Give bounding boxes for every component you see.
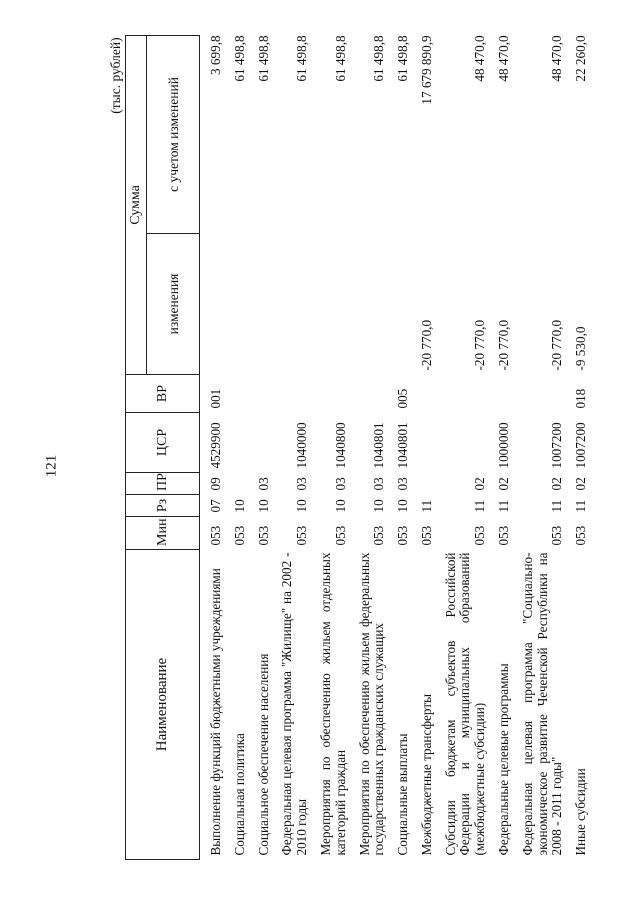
row-vr <box>224 375 248 413</box>
row-min: 053 <box>371 525 387 546</box>
unit-note: (тыс. рублей) <box>108 37 123 114</box>
table-row <box>248 35 272 859</box>
row-change <box>224 234 248 375</box>
row-csr: 1000000 <box>496 422 512 469</box>
row-pr: 03 <box>332 477 348 491</box>
row-change <box>310 234 349 375</box>
row-name: Выполнение функций бюджетными учреждениями <box>208 568 224 856</box>
row-rz: 11 <box>418 499 434 513</box>
row-name: Субсидии бюджетам субъектов Российской Федерации и муниципальных образований (межбюджетные субсидии) <box>442 552 488 856</box>
header-name: Наименование <box>126 550 200 860</box>
row-change <box>200 234 224 375</box>
row-pr: 09 <box>208 477 224 491</box>
table-row <box>349 35 388 859</box>
page-number: 121 <box>43 454 60 478</box>
row-rz: 11 <box>549 499 565 513</box>
table-row <box>310 35 349 859</box>
row-vr: 001 <box>208 388 224 409</box>
row-total: 17 679 890,9 <box>418 35 434 105</box>
table-row <box>488 35 512 859</box>
row-csr <box>411 413 435 473</box>
row-name: Федеральная целевая программа "Жилище" на 2002 - 2010 годы <box>279 552 310 856</box>
row-pr: 03 <box>395 477 411 491</box>
row-total: 48 470,0 <box>472 35 488 82</box>
row-rz: 10 <box>231 499 247 513</box>
header-sum: Сумма <box>126 35 147 374</box>
row-min: 053 <box>255 525 271 546</box>
row-csr: 1007200 <box>573 422 589 469</box>
table-row <box>200 35 224 859</box>
row-pr: 02 <box>496 477 512 491</box>
header-rz: Рз <box>126 495 200 517</box>
row-total: 61 498,8 <box>332 35 348 82</box>
row-name: Межбюджетные трансферты <box>418 694 434 856</box>
row-vr <box>411 375 435 413</box>
row-min: 053 <box>496 525 512 546</box>
row-total: 48 470,0 <box>549 35 565 82</box>
row-total: 61 498,8 <box>371 35 387 82</box>
row-pr <box>411 473 435 495</box>
row-csr: 1040801 <box>371 422 387 469</box>
row-name: Социальная политика <box>231 733 247 856</box>
row-name: Федеральная целевая программа "Социально-экономическое развитие Чеченской Республики на 2008 - 2011 годы" <box>519 552 565 856</box>
header-vr: ВР <box>126 375 200 413</box>
row-vr <box>512 375 565 413</box>
row-vr <box>349 375 388 413</box>
row-name: Мероприятия по обеспечению жильем федеральных государственных гражданских служащих <box>356 552 387 856</box>
rotated-table-sheet <box>80 0 640 880</box>
row-vr <box>488 375 512 413</box>
row-change: -20 770,0 <box>418 319 434 371</box>
row-csr <box>224 413 248 473</box>
header-total: с учетом изменений <box>147 35 200 233</box>
row-change: -20 770,0 <box>549 319 565 371</box>
row-min: 053 <box>332 525 348 546</box>
row-csr: 1007200 <box>549 422 565 469</box>
row-vr <box>248 375 272 413</box>
row-min: 053 <box>231 525 247 546</box>
table-row <box>435 35 488 859</box>
header-min: Мин <box>126 517 200 550</box>
row-name: Социальное обеспечение населения <box>255 653 271 856</box>
row-csr: 4529900 <box>208 422 224 469</box>
row-rz: 11 <box>472 499 488 513</box>
row-name: Мероприятия по обеспечению жильем отдельных категорий граждан <box>318 552 348 856</box>
header-csr: ЦСР <box>126 413 200 473</box>
row-csr: 1040000 <box>294 422 310 469</box>
row-change: -20 770,0 <box>496 319 512 371</box>
row-rz: 10 <box>371 499 387 513</box>
row-pr: 02 <box>573 477 589 491</box>
row-rz: 10 <box>294 499 310 513</box>
row-pr: 02 <box>472 477 488 491</box>
row-vr <box>310 375 349 413</box>
row-change <box>248 234 272 375</box>
row-pr <box>224 473 248 495</box>
table-row <box>271 35 310 859</box>
row-total: 48 470,0 <box>496 35 512 82</box>
table-row <box>411 35 435 859</box>
row-total: 22 260,0 <box>573 35 589 82</box>
row-min: 053 <box>573 525 589 546</box>
table-body <box>200 35 589 859</box>
row-pr: 03 <box>294 477 310 491</box>
row-csr: 1040800 <box>332 422 348 469</box>
row-pr: 03 <box>371 477 387 491</box>
row-pr: 02 <box>549 477 565 491</box>
row-name: Социальные выплаты <box>395 733 411 856</box>
row-min: 053 <box>395 525 411 546</box>
row-total: 3 699,8 <box>208 35 224 75</box>
row-csr: 1040801 <box>395 422 411 469</box>
row-rz: 10 <box>395 499 411 513</box>
row-change <box>349 234 388 375</box>
row-rz: 11 <box>496 499 512 513</box>
table-row <box>387 35 411 859</box>
header-pr: ПР <box>126 473 200 495</box>
row-min: 053 <box>294 525 310 546</box>
row-change: -20 770,0 <box>472 319 488 371</box>
row-rz: 11 <box>573 499 589 513</box>
row-change <box>387 234 411 375</box>
table-row <box>565 35 589 859</box>
row-rz: 10 <box>332 499 348 513</box>
row-vr <box>271 375 310 413</box>
row-rz: 07 <box>208 499 224 513</box>
row-total: 61 498,8 <box>255 35 271 82</box>
row-pr: 03 <box>255 477 271 491</box>
row-vr: 018 <box>573 388 589 409</box>
row-vr <box>435 375 488 413</box>
row-name: Федеральные целевые программы <box>496 663 512 856</box>
row-change <box>271 234 310 375</box>
row-vr: 005 <box>395 388 411 409</box>
row-min: 053 <box>549 525 565 546</box>
row-name: Иные субсидии <box>573 768 589 856</box>
row-rz: 10 <box>255 499 271 513</box>
table-row <box>224 35 248 859</box>
row-min: 053 <box>472 525 488 546</box>
row-total: 61 498,8 <box>395 35 411 82</box>
budget-table <box>100 35 589 860</box>
row-min: 053 <box>208 525 224 546</box>
row-csr <box>248 413 272 473</box>
row-change: -9 530,0 <box>573 326 589 371</box>
row-total: 61 498,8 <box>231 35 247 82</box>
row-total: 61 498,8 <box>294 35 310 82</box>
table-row <box>512 35 565 859</box>
row-min: 053 <box>418 525 434 546</box>
header-change: изменения <box>147 234 200 375</box>
row-csr <box>435 413 488 473</box>
